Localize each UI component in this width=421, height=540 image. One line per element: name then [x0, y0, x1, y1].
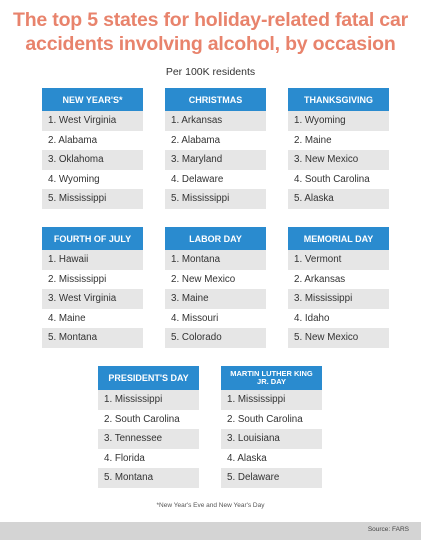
list-item: 4. Delaware: [165, 170, 266, 190]
footnote: *New Year's Eve and New Year's Day: [156, 502, 265, 509]
list-item: 4. Alaska: [221, 449, 322, 469]
list-item: 5. Montana: [98, 468, 199, 488]
list-item: 1. Vermont: [288, 250, 389, 270]
list-item: 5. Alaska: [288, 189, 389, 209]
list-item: 5. Colorado: [165, 328, 266, 348]
page-title: [0, 8, 421, 56]
list-item: 4. Idaho: [288, 309, 389, 329]
card-header: CHRISTMAS: [165, 88, 266, 111]
list-item: 2. New Mexico: [165, 270, 266, 290]
card-christmas: [165, 88, 266, 209]
card-presidents-day: [98, 366, 199, 488]
list-item: 3. Maryland: [165, 150, 266, 170]
list-item: 3. West Virginia: [42, 289, 143, 309]
footer-bar: [0, 522, 421, 540]
list-item: 2. Alabama: [42, 131, 143, 151]
list-item: 4. South Carolina: [288, 170, 389, 190]
card-header: LABOR DAY: [165, 227, 266, 250]
list-item: 1. Hawaii: [42, 250, 143, 270]
list-item: 5. Delaware: [221, 468, 322, 488]
list-item: 2. Maine: [288, 131, 389, 151]
list-item: 5. Mississippi: [165, 189, 266, 209]
list-item: 1. West Virginia: [42, 111, 143, 131]
list-item: 3. Louisiana: [221, 429, 322, 449]
list-item: 2. South Carolina: [98, 410, 199, 430]
card-header: FOURTH OF JULY: [42, 227, 143, 250]
card-header: MEMORIAL DAY: [288, 227, 389, 250]
list-item: 3. New Mexico: [288, 150, 389, 170]
list-item: 1. Montana: [165, 250, 266, 270]
subtitle: Per 100K residents: [165, 66, 256, 78]
list-item: 2. Alabama: [165, 131, 266, 151]
list-item: 3. Tennessee: [98, 429, 199, 449]
list-item: 4. Wyoming: [42, 170, 143, 190]
source-label: Source: FARS: [367, 526, 409, 533]
card-header: MARTIN LUTHER KING JR. DAY: [221, 366, 322, 390]
list-item: 2. Mississippi: [42, 270, 143, 290]
card-header: THANKSGIVING: [288, 88, 389, 111]
card-memorial-day: [288, 227, 389, 348]
card-header: PRESIDENT'S DAY: [98, 366, 199, 390]
list-item: 3. Oklahoma: [42, 150, 143, 170]
list-item: 4. Maine: [42, 309, 143, 329]
list-item: 1. Mississippi: [221, 390, 322, 410]
list-item: 1. Mississippi: [98, 390, 199, 410]
list-item: 3. Mississippi: [288, 289, 389, 309]
card-fourth-of-july: [42, 227, 143, 348]
list-item: 1. Arkansas: [165, 111, 266, 131]
title-line-1: The top 5 states for holiday-related fatal car: [13, 9, 408, 31]
list-item: 5. Montana: [42, 328, 143, 348]
list-item: 2. Arkansas: [288, 270, 389, 290]
title-line-2: accidents involving alcohol, by occasion: [25, 33, 396, 55]
card-mlk-day: [221, 366, 322, 488]
list-item: 3. Maine: [165, 289, 266, 309]
card-header: NEW YEAR'S*: [42, 88, 143, 111]
list-item: 2. South Carolina: [221, 410, 322, 430]
list-item: 4. Florida: [98, 449, 199, 469]
card-new-years: [42, 88, 143, 209]
list-item: 1. Wyoming: [288, 111, 389, 131]
list-item: 4. Missouri: [165, 309, 266, 329]
card-labor-day: [165, 227, 266, 348]
list-item: 5. New Mexico: [288, 328, 389, 348]
list-item: 5. Mississippi: [42, 189, 143, 209]
card-thanksgiving: [288, 88, 389, 209]
